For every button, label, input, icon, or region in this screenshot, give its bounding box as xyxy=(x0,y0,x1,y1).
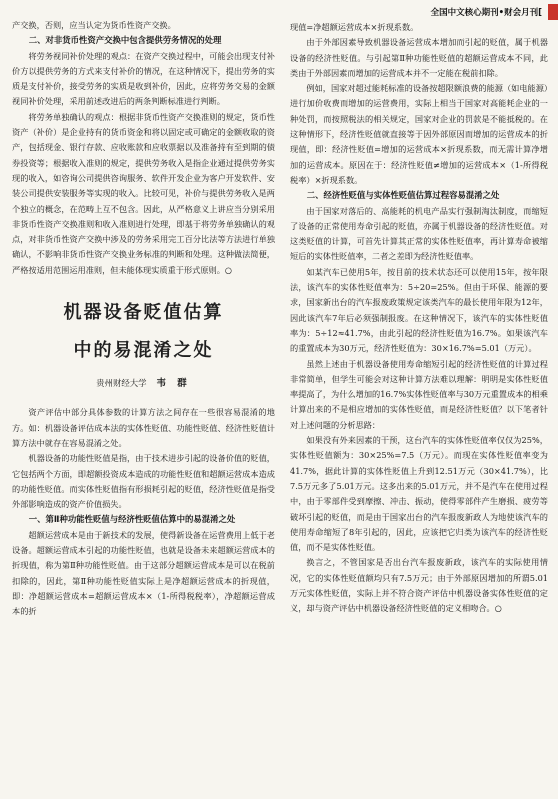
section-heading: 一、第Ⅱ种功能性贬值与经济性贬值估算中的易混淆之处 xyxy=(28,514,236,525)
article-title-line-1: 机器设备贬值估算 xyxy=(63,302,224,324)
paragraph: 由于外部因素导致机器设备运营成本增加而引起的贬值，属于机器设备的经济性贬值。与引起第Ⅱ种功能性贬值的超额运营成本不同，此类由于外部因素而增加的运营成本并不一定能在税前扣除。 xyxy=(290,37,548,78)
right-column xyxy=(290,20,548,793)
author-name: 韦 群 xyxy=(156,378,191,390)
section-heading: 二、对非货币性资产交换中包含提供劳务情况的处理 xyxy=(28,35,222,46)
paragraph: 现值=净超额运营成本×折现系数。 xyxy=(290,22,419,32)
left-column xyxy=(12,18,275,793)
paragraph: 将劳务单独确认的观点：根据非货币性资产交换准则的规定，货币性资产（补价）是企业持有的货币资金和将以固定或可确定的金额收取的资产，包括现金、银行存款、应收账款和应收票据以及准备持有至到期的债券投资等；根据收入准则的规定，提供劳务收入是指企业通过提供劳务实现的收入，如咨询公司提供咨询服务、软件开发企业为客户开发软件、安装公司提供安装服务等实现的收入。比较可见，补价与提供劳务收入是两个独立的概念，在范畴上互不包含。因此，从严格意义上讲应当分别采用非货币性资产交换准则和收入准则进行处理，即基于将劳务单独确认的观点，对非货币性资产交换中涉及的劳务采用完工百分比法等方法进行单独确认，不影响非货币性资产交换业务标准的判断和处理。这种做法简便，严格按适用范围运用准则，但未能体现实质重于形式原则。○ xyxy=(12,111,275,275)
paragraph: 机器设备的功能性贬值是指，由于技术进步引起的设备价值的贬值，它包括两个方面，即超额投资成本造成的功能性贬值和超额运营成本造成的功能性贬值。而实体性贬值指有形损耗引起的贬值，经济性贬值是指受外部影响造成的资产价值损失。 xyxy=(12,453,275,510)
paragraph: 产交换，否则，应当认定为货币性资产交换。 xyxy=(12,20,176,30)
paragraph: 由于国家对落后的、高能耗的机电产品实行强制淘汰制度，而缩短了设备的正常使用寿命引起的贬值，亦属于机器设备的经济性贬值。对这类贬值的计算，可首先计算其正常的实体性贬值率，再计算寿命被缩短后的实体性贬值率，二者之差即为经济性贬值率。 xyxy=(290,205,548,262)
header-accent-bar xyxy=(548,4,558,20)
paragraph: 例如，国家对超过能耗标准的设备按超限额浪费的能源（如电能源）进行加价收费而增加的运营费用，实际上相当于国家对高能耗企业的一种处罚，而按照税法的相关规定，国家对企业的罚款是不能抵税的。在这种情形下，经济性贬值就直接等于因外部原因而增加的运营成本的折现值，即：经济性贬值=增加的运营成本×折现系数，而无需计算净增加的运营成本。原因在于：经济性贬值≠增加的运营成本×（1-所得税税率）×折现系数。 xyxy=(290,83,548,185)
section-heading: 二、经济性贬值与实体性贬值估算过程容易混淆之处 xyxy=(306,190,500,201)
journal-title: 全国中文核心期刊•财会月刊[ xyxy=(430,8,542,18)
paragraph: 虽然上述由于机器设备使用寿命缩短引起的经济性贬值的计算过程非常简单，但学生可能会对这种计算方法难以理解：明明是实体性贬值率提高了，为什么增加的16.7%实体性贬值率与30万元重置成本的相乘计算出来的不是相应增加的实体性贬值，而是经济性贬值？以下笔者针对上述问题的分析思路： xyxy=(290,358,548,430)
paragraph: 将劳务视同补价处理的观点：在资产交换过程中，可能会出现支付补价方以提供劳务的方式来支付补价的情况，在这种情况下，提出劳务的实质是支付补价，接受劳务的实质是收到补价，因此，应将劳务交易的金额视同补价处理，采用前述改进后的两条判断标准进行判断。 xyxy=(12,50,275,107)
paragraph: 如果没有外来因素的干预，这台汽车的实体性贬值率仅仅为25%，实体性贬值额为：30×25%=7.5（万元）。而现在实体性贬值率变为41.7%，据此计算的实体性贬值上升到12.51万元（30×41.7%），比7.5万元多了5.01万元。这多出来的5.01万元，并不是汽车在使用过程中，由于零部件受到摩擦、冲击、振动，使得零部件产生磨损、疲劳等破坏引起的贬值，而是由于国家出台的汽车报废新政人为地使该汽车的使用寿命缩短了8年引起的，因此，应该把它归类为该汽车的经济性贬值，而不是实体性贬值。 xyxy=(290,435,548,553)
paragraph: 资产评估中部分具体参数的计算方法之间存在一些很容易混淆的地方。如：机器设备评估成本法的实体性贬值、功能性贬值、经济性贬值计算方法中就存在容易混淆之处。 xyxy=(12,407,275,448)
paragraph: 如某汽车已使用5年，按目前的技术状态还可以使用15年，按年限法，该汽车的实体性贬值率为：5÷20=25%。但由于环保、能源的要求，国家新出台的汽车报废政策规定该类汽车的最长使用年限为12年，因此该汽车7年后必须强制报废。在这种情况下，该汽车的实体性贬值率为：5÷12≈41.7%，由此引起的经济性贬值为16.7%。如果该汽车的重置成本为30万元，经济性贬值为：30×16.7%=5.01（万元）。 xyxy=(290,266,548,354)
paragraph: 换言之，不管国家是否出台汽车报废新政，该汽车的实际使用情况，它的实体性贬值额均只有7.5万元；由于外部原因增加的所谓5.01万元实体性贬值，实际上并不符合资产评估中机器设备实体性贬值的定义，却与资产评估中机器设备经济性贬值的定义相吻合。○ xyxy=(290,557,548,614)
paragraph: 超额运营成本是由于新技术的发展，使得新设备在运营费用上低于老设备。超额运营成本引起的功能性贬值，也就是设备未来超额运营成本的折现值，称为第Ⅱ种功能性贬值。由于这部分超额运营成本是可以在税前扣除的，因此，第Ⅱ种功能性贬值实际上是净超额运营成本的折现值，即：净超额运营成本=超额运营成本×（1-所得税税率），净超额运营成本的折 xyxy=(12,529,275,617)
author-affiliation: 贵州财经大学 xyxy=(96,378,147,389)
article-title xyxy=(12,294,275,370)
article-title-line-2: 中的易混淆之处 xyxy=(73,340,214,362)
author-line xyxy=(12,376,275,391)
